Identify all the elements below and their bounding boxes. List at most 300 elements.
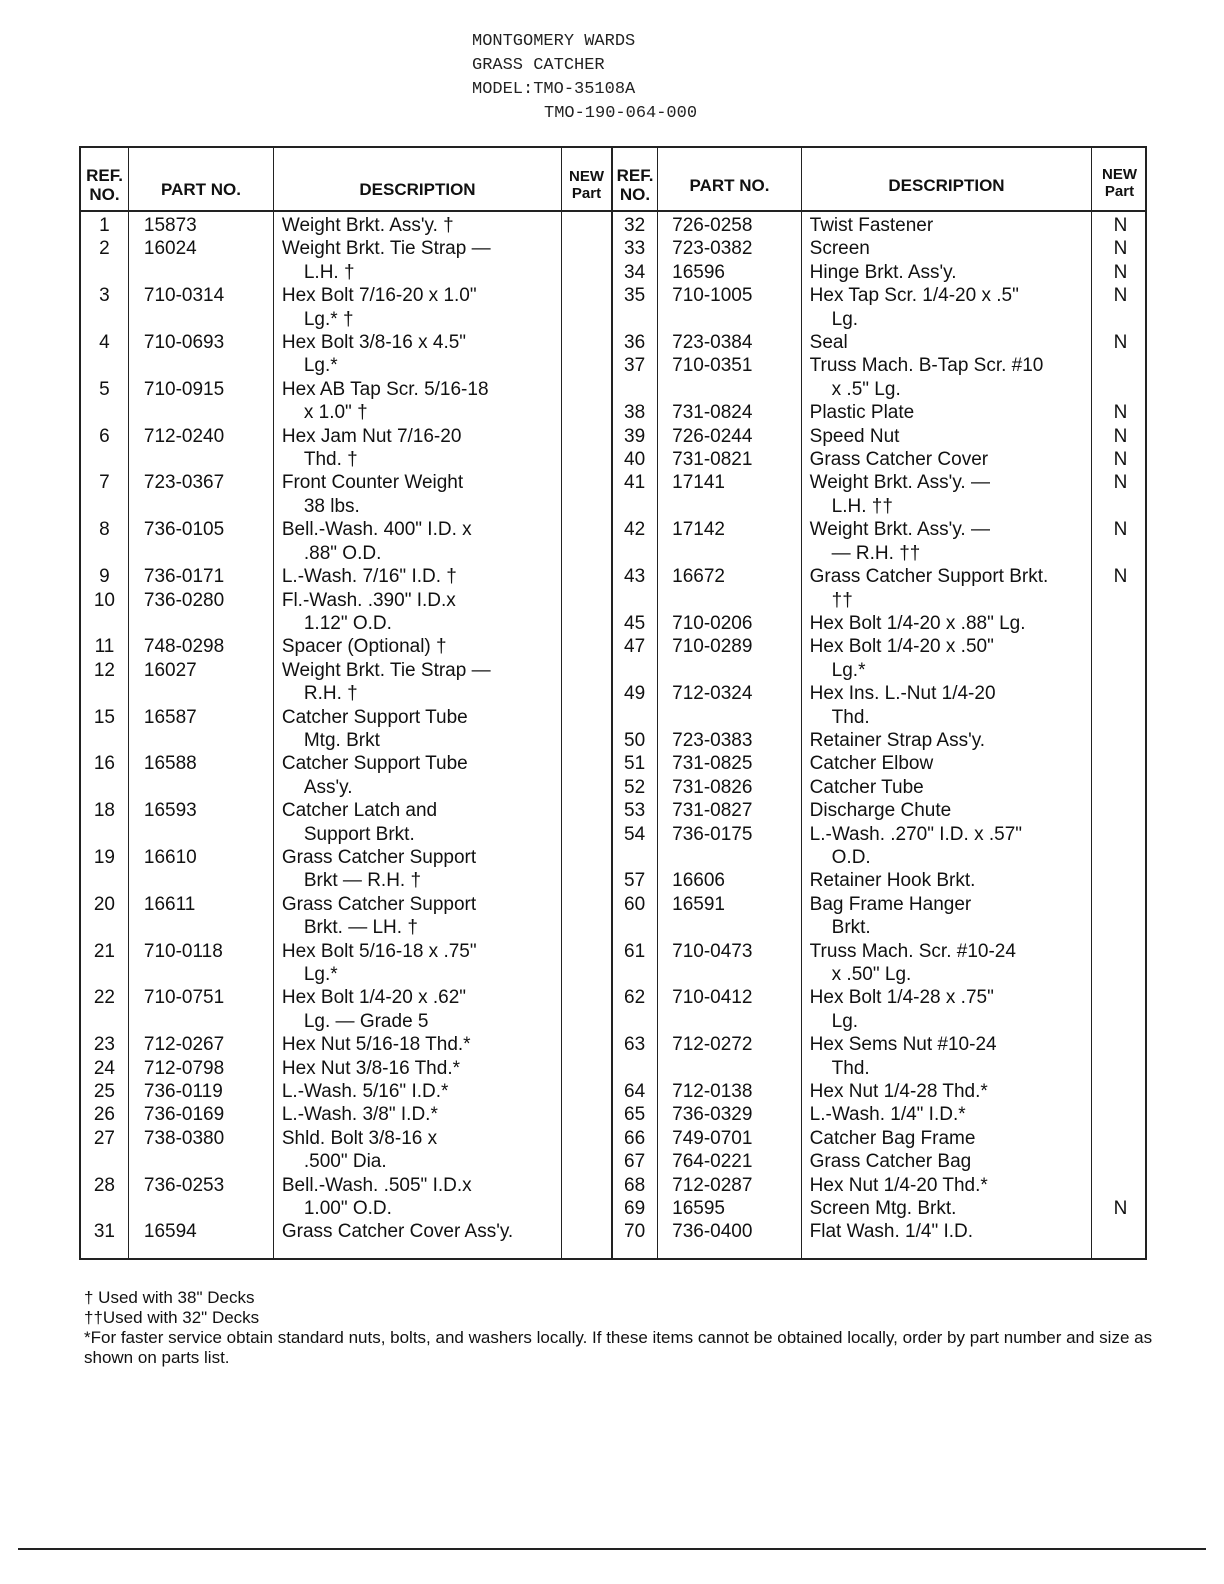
description-line: L.-Wash. 7/16" I.D. † [281,566,457,588]
description-line: Hinge Brkt. Ass'y. [809,261,957,283]
part-number: 731-0824 [672,402,753,424]
new-part-flag [1094,1220,1147,1243]
description-line: Bag Frame Hanger [809,893,972,915]
new-part-flag [564,214,611,237]
new-part-flag [564,471,611,518]
parts-row [613,869,1147,892]
part-description [798,401,1094,424]
description-line: Lg. [831,308,859,330]
new-part-flag: N [1113,215,1128,236]
part-description [798,635,1094,682]
part-description [270,1220,564,1243]
part-number: 16024 [143,238,197,260]
part-number: 16606 [672,870,725,892]
product-line: GRASS CATCHER [472,56,605,75]
description-line: Brkt. [831,917,871,939]
parts-row [81,659,611,706]
ref-number: 51 [624,753,646,775]
parts-row [81,752,611,799]
ref-number: 49 [624,683,646,705]
parts-row [81,237,611,284]
part-number: 16027 [143,659,197,681]
new-part-flag [1094,986,1147,1033]
new-part-flag [1094,799,1147,822]
part-number: 736-0253 [143,1174,225,1196]
ref-number: 3 [99,285,110,307]
ref-number: 41 [624,472,646,494]
parts-row [81,425,611,472]
parts-row [613,1220,1147,1243]
new-part-flag [564,893,611,940]
ref-number: 24 [93,1057,115,1079]
parts-row [81,1033,611,1056]
description-line: L.-Wash. 3/8" I.D.* [281,1104,438,1126]
parts-row [81,1080,611,1103]
new-part-flag: N [1113,472,1128,494]
part-number: 16591 [672,893,725,915]
parts-row [81,893,611,940]
part-number: 710-0289 [672,636,753,658]
part-number: 736-0329 [672,1104,753,1126]
part-description [270,214,564,237]
ref-number: 40 [624,449,646,471]
description-line: Retainer Hook Brkt. [809,870,976,892]
bottom-rule [18,1548,1206,1550]
ref-number: 28 [93,1174,115,1196]
parts-row [81,1127,611,1174]
ref-number: 62 [624,987,646,1009]
description-line: L.-Wash. .270" I.D. x .57" [809,823,1023,845]
description-line: L.-Wash. 5/16" I.D.* [281,1081,449,1103]
part-number: 723-0367 [143,472,225,494]
description-line: Catcher Latch and [281,800,438,822]
parts-row [613,682,1147,729]
part-number: 736-0105 [143,519,225,541]
part-number: 712-0287 [672,1174,753,1196]
part-description [798,799,1094,822]
parts-row [613,401,1147,424]
part-description [798,986,1094,1033]
part-number: 712-0138 [672,1081,753,1103]
new-part-flag: N [1113,1198,1128,1220]
ref-number: 9 [99,566,110,588]
new-part-flag [564,799,611,846]
new-part-flag [564,589,611,636]
description-line: x 1.0" † [303,402,368,424]
description-line: Catcher Support Tube [281,753,468,775]
ref-number: 39 [624,425,646,447]
part-number: 15873 [143,215,197,236]
description-line: Thd. [831,1057,870,1079]
part-number: 710-0314 [143,285,225,307]
ref-number: 70 [624,1221,646,1243]
parts-row [81,518,611,565]
part-description [270,986,564,1033]
part-number: 710-0118 [143,940,223,962]
parts-row [613,635,1147,682]
document-header [472,30,697,126]
ref-number: 57 [624,870,646,892]
description-line: Hex Bolt 5/16-18 x .75" [281,940,477,962]
part-description [798,331,1094,354]
part-number: 723-0384 [672,332,753,354]
part-number: 710-0351 [672,355,753,377]
part-description [798,752,1094,775]
description-line: Weight Brkt. Tie Strap — [281,659,491,681]
part-description [798,1127,1094,1150]
part-number: 710-0915 [143,378,225,400]
description-line: Weight Brkt. Tie Strap — [281,238,491,260]
ref-number: 61 [624,940,646,962]
new-part-flag [564,706,611,753]
parts-row [613,425,1147,448]
description-line: Grass Catcher Support [281,893,477,915]
parts-row [81,331,611,378]
description-line: 1.12" O.D. [303,612,392,634]
new-part-flag [564,1103,611,1126]
parts-row [613,565,1147,612]
parts-row [81,1057,611,1080]
ref-number: 7 [99,472,110,494]
part-description [270,518,564,565]
part-number: 749-0701 [672,1127,753,1149]
part-description [798,893,1094,940]
parts-row [613,284,1147,331]
part-description [798,729,1094,752]
description-line: Brkt — R.H. † [303,870,422,892]
part-description [270,237,564,284]
description-line: Spacer (Optional) † [281,636,447,658]
parts-row [613,354,1147,401]
description-line: x .50" Lg. [831,964,912,985]
new-part-flag [564,1057,611,1080]
new-part-flag [1094,869,1147,892]
part-number: 726-0244 [672,425,753,447]
description-line: Catcher Bag Frame [809,1127,976,1149]
part-description [798,1103,1094,1126]
description-line: Ass'y. [303,776,353,798]
parts-row [613,1033,1147,1080]
part-description [798,214,1094,237]
description-line: Thd. [831,706,870,728]
footnote-hardware: *For faster service obtain standard nuts, bolts, and washers locally. If these items cannot be obtained locally, order by part number and size as shown on parts list. [84,1328,1153,1367]
ref-number: 68 [624,1174,646,1196]
new-part-flag [564,425,611,472]
part-description [798,518,1094,565]
parts-row [613,940,1147,987]
parts-row [613,823,1147,870]
part-number: 710-0206 [672,612,753,634]
part-number: 736-0400 [672,1221,753,1243]
part-number: 736-0169 [143,1104,225,1126]
description-line: Lg.* [831,659,866,681]
new-part-flag [564,284,611,331]
description-line: Bell.-Wash. 400" I.D. x [281,519,472,541]
part-number: 712-0240 [143,425,225,447]
ref-number: 50 [624,729,646,751]
description-line: Hex Nut 1/4-28 Thd.* [809,1081,988,1103]
description-line: Grass Catcher Cover Ass'y. [281,1221,514,1243]
description-line: .500" Dia. [303,1151,387,1173]
part-description [270,659,564,706]
part-number: 16596 [672,261,725,283]
ref-number: 8 [99,519,110,541]
description-line: Lg. [831,1010,859,1032]
new-part-flag [1094,612,1147,635]
part-number: 726-0258 [672,215,753,236]
new-part-flag [564,518,611,565]
part-number: 731-0825 [672,753,753,775]
parts-row [613,1197,1147,1220]
new-part-flag [564,237,611,284]
part-description [270,378,564,425]
header-part-no-left: PART NO. [161,179,241,199]
part-number: 16610 [143,846,197,868]
ref-number: 23 [93,1034,115,1056]
new-part-flag [1094,354,1147,401]
ref-number: 33 [624,238,646,260]
footnotes [84,1288,1154,1368]
description-line: Discharge Chute [809,800,952,822]
parts-row [613,1150,1147,1173]
part-description [798,776,1094,799]
description-line: Hex Bolt 1/4-20 x .88" Lg. [809,612,1026,634]
new-part-flag [1094,1103,1147,1126]
ref-number: 35 [624,285,646,307]
description-line: Truss Mach. B-Tap Scr. #10 [809,355,1044,377]
parts-row [613,448,1147,471]
parts-row [613,752,1147,775]
description-line: Speed Nut [809,425,900,447]
part-number: 712-0798 [143,1057,225,1079]
description-line: L.-Wash. 1/4" I.D.* [809,1104,966,1126]
part-description [270,471,564,518]
description-line: R.H. † [303,683,358,705]
part-description [798,284,1094,331]
parts-row [613,1103,1147,1126]
new-part-flag [1094,752,1147,775]
description-line: Lg.* [303,964,338,985]
ref-number: 60 [624,893,646,915]
description-line: Hex Nut 1/4-20 Thd.* [809,1174,988,1196]
description-line: Shld. Bolt 3/8-16 x [281,1127,438,1149]
description-line: Lg.* † [303,308,354,330]
ref-number: 34 [624,261,646,283]
new-part-flag: N [1113,285,1128,307]
new-part-flag [1094,1033,1147,1080]
part-number: 710-1005 [672,285,753,307]
part-number: 16588 [143,753,197,775]
new-part-flag [1094,1150,1147,1173]
description-line: Truss Mach. Scr. #10-24 [809,940,1016,962]
part-description [798,1033,1094,1080]
ref-number: 67 [624,1151,646,1173]
ref-number: 65 [624,1104,646,1126]
part-description [270,284,564,331]
description-line: 1.00" O.D. [303,1198,392,1220]
new-part-flag: N [1113,332,1128,354]
description-line: Plastic Plate [809,402,915,424]
ref-number: 12 [93,659,115,681]
new-part-flag [1094,893,1147,940]
part-description [270,940,564,987]
new-part-flag: N [1113,519,1128,541]
description-line: Fl.-Wash. .390" I.D.x [281,589,456,611]
footnote-32-decks: ††Used with 32" Decks [84,1308,260,1327]
new-part-flag: N [1113,566,1128,588]
new-part-flag [1094,1174,1147,1197]
part-description [270,846,564,893]
description-line: Weight Brkt. Ass'y. — [809,519,990,541]
new-part-flag [564,565,611,588]
header-part-no-right: PART NO. [689,175,770,195]
parts-row [613,986,1147,1033]
description-line: L.H. † [303,261,355,283]
description-line: .88" O.D. [303,542,382,564]
new-part-flag [1094,1080,1147,1103]
header-ref-no-right: REF. NO. [616,166,654,204]
ref-number: 37 [624,355,646,377]
part-number: 723-0383 [672,729,753,751]
parts-row [81,986,611,1033]
part-number: 16587 [143,706,197,728]
part-description [798,471,1094,518]
parts-row [81,1103,611,1126]
description-line: Grass Catcher Cover [809,449,989,471]
part-number: 748-0298 [143,636,225,658]
ref-number: 47 [624,636,646,658]
ref-number: 54 [624,823,646,845]
parts-row [613,1080,1147,1103]
description-line: Hex Bolt 3/8-16 x 4.5" [281,332,467,354]
part-number: 736-0280 [143,589,225,611]
parts-row [81,378,611,425]
ref-number: 11 [94,636,115,658]
part-description [270,1174,564,1221]
ref-number: 19 [93,846,115,868]
part-number: 16672 [672,566,725,588]
ref-number: 25 [93,1081,115,1103]
new-part-flag [564,1174,611,1221]
ref-number: 15 [93,706,115,728]
new-part-flag [564,1127,611,1174]
description-line: Hex Jam Nut 7/16-20 [281,425,462,447]
part-description [798,823,1094,870]
description-line: Support Brkt. [303,823,415,845]
description-line: Brkt. — LH. † [303,917,418,939]
ref-number: 52 [624,776,646,798]
parts-row [81,565,611,588]
description-line: Hex Nut 3/8-16 Thd.* [281,1057,460,1079]
new-part-flag [1094,1127,1147,1150]
part-description [798,448,1094,471]
new-part-flag [564,659,611,706]
description-line: Hex Sems Nut #10-24 [809,1034,997,1056]
part-description [798,869,1094,892]
part-description [270,1127,564,1174]
ref-number: 16 [93,753,115,775]
description-line: Retainer Strap Ass'y. [809,729,986,751]
parts-row [613,1174,1147,1197]
description-line: Catcher Tube [809,776,924,798]
ref-number: 66 [624,1127,646,1149]
part-number: 736-0171 [143,566,225,588]
description-line: †† [831,589,853,611]
description-line: O.D. [831,846,871,868]
parts-row [81,214,611,237]
parts-table [79,146,1147,1260]
description-line: Hex AB Tap Scr. 5/16-18 [281,378,489,400]
ref-number: 32 [624,215,646,236]
part-number: 736-0175 [672,823,753,845]
part-description [270,589,564,636]
description-line: Grass Catcher Support [281,846,477,868]
part-description [798,1174,1094,1197]
description-line: Hex Ins. L.-Nut 1/4-20 [809,683,996,705]
header-new-part-left: NEW Part [569,168,604,202]
ref-number: 53 [624,800,646,822]
parts-row [613,518,1147,565]
part-number: 764-0221 [672,1151,753,1173]
description-line: Bell.-Wash. .505" I.D.x [281,1174,472,1196]
description-line: Lg. — Grade 5 [303,1010,429,1032]
ref-number: 5 [99,378,110,400]
part-number: 723-0382 [672,238,753,260]
parts-row [613,799,1147,822]
ref-number: 31 [93,1221,115,1243]
part-number: 710-0473 [672,940,753,962]
part-description [270,425,564,472]
parts-row [613,1127,1147,1150]
part-description [798,565,1094,612]
part-description [798,1150,1094,1173]
footnote-38-decks: † Used with 38" Decks [84,1288,255,1307]
new-part-flag: N [1113,402,1128,424]
part-description [798,1220,1094,1243]
ref-number: 63 [624,1034,646,1056]
part-number: 731-0826 [672,776,753,798]
part-number: 731-0821 [672,449,753,471]
part-number: 712-0324 [672,683,753,705]
new-part-flag [564,986,611,1033]
parts-row [81,846,611,893]
description-line: Twist Fastener [809,215,934,236]
part-number: 17142 [672,519,725,541]
new-part-flag: N [1113,238,1128,260]
part-description [798,261,1094,284]
ref-number: 21 [93,940,115,962]
description-line: Hex Bolt 1/4-20 x .50" [809,636,994,658]
model-number-line: TMO-190-064-000 [544,104,698,123]
part-number: 16611 [143,893,196,915]
part-number: 710-0751 [143,987,225,1009]
ref-number: 27 [93,1127,115,1149]
part-description [270,1103,564,1126]
part-description [270,1057,564,1080]
header-description-left: DESCRIPTION [359,179,476,199]
part-description [798,1080,1094,1103]
new-part-flag: N [1113,261,1128,283]
new-part-flag [564,940,611,987]
part-description [798,354,1094,401]
description-line: Flat Wash. 1/4" I.D. [809,1221,974,1243]
description-line: Front Counter Weight [281,472,464,494]
ref-number: 26 [93,1104,115,1126]
parts-row [81,471,611,518]
new-part-flag [1094,776,1147,799]
parts-row [613,471,1147,518]
new-part-flag [564,1033,611,1056]
